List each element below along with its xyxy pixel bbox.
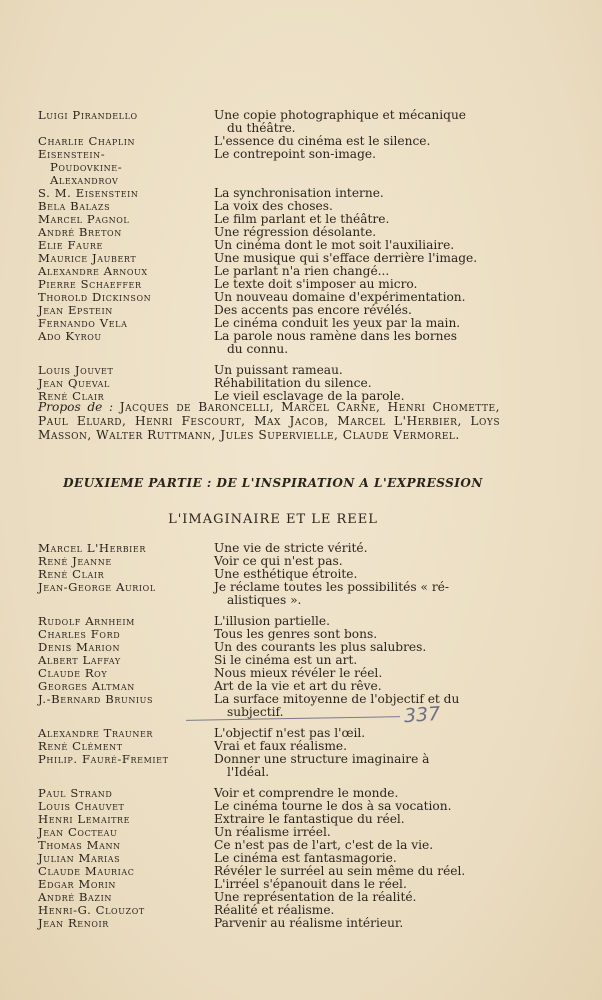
- author-name-line: Claude Roy: [38, 666, 108, 680]
- entry-title-line: L'essence du cinéma est le silence.: [214, 134, 431, 148]
- entry-title-line: Un cinéma dont le mot soit l'auxiliaire.: [214, 238, 455, 252]
- entry-title: [214, 753, 508, 779]
- author-name-line: Jean Epstein: [38, 303, 113, 317]
- author-name-line: Poudovkine-: [50, 160, 123, 174]
- author-name-line: Jean Queval: [38, 376, 110, 390]
- entry-title-line: Une esthétique étroite.: [214, 567, 358, 581]
- entry-title-line: Réhabilitation du silence.: [214, 376, 372, 390]
- entry-title-line: Donner une structure imaginaire à: [214, 752, 430, 766]
- author-name-line: Claude Mauriac: [38, 864, 135, 878]
- author-name-line: Charlie Chaplin: [38, 134, 136, 148]
- author-name-line: André Bazin: [38, 890, 112, 904]
- entry-row: [38, 109, 508, 135]
- entry-row: [38, 330, 508, 356]
- entry-title: [214, 109, 508, 135]
- author-name-line: Edgar Morin: [38, 877, 116, 891]
- author-name-line: Jean Renoir: [38, 916, 109, 930]
- author-name-line: André Breton: [38, 225, 122, 239]
- author-name-line: Charles Ford: [38, 627, 121, 641]
- author-name: [38, 109, 208, 122]
- entry-title-line: Le texte doit s'imposer au micro.: [214, 277, 418, 291]
- entry-title-line: Le contrepoint son-image.: [214, 147, 376, 161]
- author-name-line: Luigi Pirandello: [38, 108, 138, 122]
- entry-title-line: Voir et comprendre le monde.: [214, 786, 399, 800]
- entry-title-line: Nous mieux révéler le réel.: [214, 666, 383, 680]
- author-name-line: Marcel L'Herbier: [38, 541, 146, 555]
- author-name-line: René Clair: [38, 389, 105, 403]
- entry-title-line: Un puissant rameau.: [214, 363, 343, 377]
- entry-title-line: Un des courants les plus salubres.: [214, 640, 427, 654]
- entry-title-line: l'Idéal.: [227, 765, 270, 779]
- author-name-line: Denis Marion: [38, 640, 121, 654]
- author-name-line: Henri Lemaitre: [38, 812, 131, 826]
- propos-lead: Propos de :: [38, 400, 114, 414]
- entry-title-line: Un nouveau domaine d'expérimentation.: [214, 290, 466, 304]
- entry-title: [214, 148, 508, 161]
- entry-title-line: Le vieil esclavage de la parole.: [214, 389, 405, 403]
- author-name-line: Fernando Vela: [38, 316, 128, 330]
- author-name-line: Bela Balazs: [38, 199, 111, 213]
- author-name-line: Alexandrov: [50, 173, 119, 187]
- entry-title-line: Parvenir au réalisme intérieur.: [214, 916, 404, 930]
- author-name: [38, 917, 208, 930]
- entry-title: [214, 917, 508, 930]
- entry-title: [214, 581, 508, 607]
- entry-title-line: Une régression désolante.: [214, 225, 377, 239]
- entry-title-line: du théâtre.: [227, 121, 296, 135]
- author-name-line: Maurice Jaubert: [38, 251, 137, 265]
- author-name-line: Jean Cocteau: [38, 825, 118, 839]
- author-name-line: Alexandre Trauner: [38, 726, 154, 740]
- entry-title-line: La surface mitoyenne de l'objectif et du: [214, 692, 460, 706]
- author-name: [38, 148, 208, 187]
- entry-title-line: Le cinéma conduit les yeux par la main.: [214, 316, 461, 330]
- author-name-line: Rudolf Arnheim: [38, 614, 135, 628]
- author-name-line: René Clément: [38, 739, 123, 753]
- entry-title-line: Révéler le surréel au sein même du réel.: [214, 864, 466, 878]
- author-name-line: Henri-G. Clouzot: [38, 903, 145, 917]
- entry-title-line: Je réclame toutes les possibilités « ré-: [214, 580, 449, 594]
- entry-title-line: Tous les genres sont bons.: [214, 627, 378, 641]
- author-name-line: Albert Laffay: [38, 653, 121, 667]
- entry-title-line: Une représentation de la réalité.: [214, 890, 417, 904]
- author-name-line: Thomas Mann: [38, 838, 121, 852]
- author-name-line: Ado Kyrou: [38, 329, 102, 343]
- author-name: [38, 753, 208, 766]
- contents-list-first-part: [38, 109, 508, 403]
- author-name: [38, 330, 208, 343]
- entry-title-line: Des accents pas encore révélés.: [214, 303, 412, 317]
- entry-title-line: Vrai et faux réalisme.: [214, 739, 348, 753]
- author-name-line: René Clair: [38, 567, 105, 581]
- entry-title-line: du connu.: [227, 342, 289, 356]
- entry-title-line: Le parlant n'a rien changé...: [214, 264, 390, 278]
- entry-row: [38, 917, 508, 930]
- handwritten-page-number: 337: [403, 702, 441, 728]
- entry-title: [214, 330, 508, 356]
- author-name-line: Eisenstein-: [38, 147, 106, 161]
- author-name-line: S. M. Eisenstein: [38, 186, 139, 200]
- entry-row: [38, 581, 508, 607]
- author-name-line: Louis Chauvet: [38, 799, 125, 813]
- entry-title-line: Une musique qui s'efface derrière l'image.: [214, 251, 478, 265]
- entry-title-line: L'irréel s'épanouit dans le réel.: [214, 877, 407, 891]
- entry-title-line: subjectif.: [227, 705, 284, 719]
- entry-title-line: alistiques ».: [227, 593, 302, 607]
- contents-list-second-part: [38, 542, 508, 930]
- author-name-line: Georges Altman: [38, 679, 135, 693]
- entry-title-line: L'illusion partielle.: [214, 614, 330, 628]
- entry-title-line: Une vie de stricte vérité.: [214, 541, 368, 555]
- entry-title-line: Le cinéma est fantasmagorie.: [214, 851, 397, 865]
- entry-title-line: Le cinéma tourne le dos à sa vocation.: [214, 799, 452, 813]
- author-name-line: Paul Strand: [38, 786, 113, 800]
- entry-row: [38, 148, 508, 187]
- entry-title-line: Extraire le fantastique du réel.: [214, 812, 405, 826]
- author-name: [38, 581, 208, 594]
- part-heading: DEUXIEME PARTIE : DE L'INSPIRATION A L'EXPRESSION: [63, 476, 483, 490]
- entry-row: [38, 753, 508, 779]
- section-heading: L'IMAGINAIRE ET LE REEL: [168, 512, 378, 527]
- author-name-line: Pierre Schaeffer: [38, 277, 142, 291]
- entry-title-line: Réalité et réalisme.: [214, 903, 335, 917]
- author-name-line: Jean-George Auriol: [38, 580, 156, 594]
- entry-title-line: La synchronisation interne.: [214, 186, 384, 200]
- author-name-line: René Jeanne: [38, 554, 112, 568]
- author-name: [38, 693, 208, 706]
- author-name-line: Julian Marias: [38, 851, 121, 865]
- author-name-line: Marcel Pagnol: [38, 212, 130, 226]
- author-name-line: Philip. Fauré-Fremiet: [38, 752, 169, 766]
- entry-title-line: Ce n'est pas de l'art, c'est de la vie.: [214, 838, 434, 852]
- entry-title-line: Art de la vie et art du rêve.: [214, 679, 382, 693]
- entry-title-line: Une copie photographique et mécanique: [214, 108, 467, 122]
- author-name-line: J.-Bernard Brunius: [38, 692, 154, 706]
- author-name-line: Elie Faure: [38, 238, 103, 252]
- author-name-line: Louis Jouvet: [38, 363, 114, 377]
- entry-title-line: Voir ce qui n'est pas.: [214, 554, 343, 568]
- entry-title-line: La parole nous ramène dans les bornes: [214, 329, 457, 343]
- entry-title-line: Le film parlant et le théâtre.: [214, 212, 390, 226]
- author-name-line: Alexandre Arnoux: [38, 264, 148, 278]
- entry-title-line: La voix des choses.: [214, 199, 333, 213]
- propos-paragraph: [38, 400, 500, 442]
- author-name-line: Thorold Dickinson: [38, 290, 152, 304]
- entry-title: [214, 693, 508, 719]
- entry-title-line: Un réalisme irréel.: [214, 825, 331, 839]
- entry-title-line: L'objectif n'est pas l'œil.: [214, 726, 366, 740]
- entry-title-line: Si le cinéma est un art.: [214, 653, 358, 667]
- propos-names: Jacques de Baroncelli, Marcel Carne, Henri Chomette, Paul Eluard, Henri Fescourt, Max Jacob, Marcel L'Herbier, Loys Masson, Walter Ruttmann, Jules Supervielle, Claude Vermorel.: [38, 400, 500, 442]
